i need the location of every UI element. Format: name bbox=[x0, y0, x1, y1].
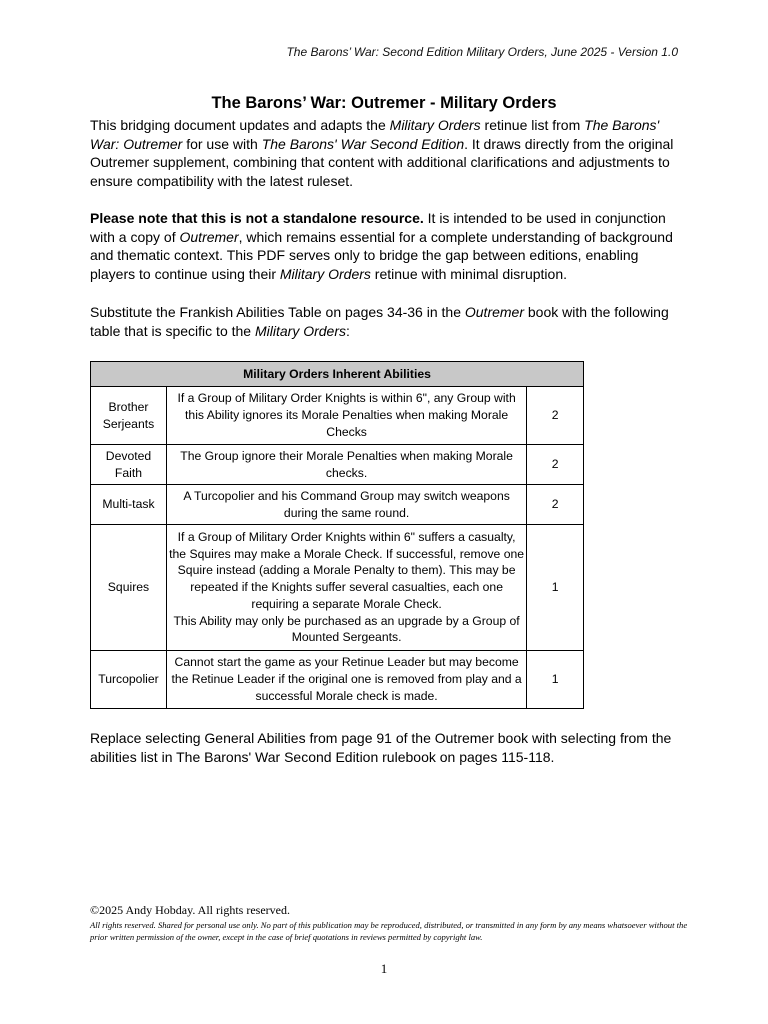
ability-description: If a Group of Military Order Knights is within 6", any Group with this Ability ignores its Morale Penalties when making Morale Checks bbox=[166, 387, 526, 445]
ability-cost: 2 bbox=[527, 387, 584, 445]
intro-text-4: . It draws directly from the original Outremer supplement, combining that content with additional clarifications and adjustments to ensure compatibility with the latest ruleset. bbox=[90, 135, 674, 189]
substitute-text-3: : bbox=[346, 322, 350, 339]
ability-description: The Group ignore their Morale Penalties when making Morale checks. bbox=[166, 445, 526, 485]
copyright-line: ©2025 Andy Hobday. All rights reserved. bbox=[90, 903, 290, 917]
intro-text-3: for use with bbox=[182, 135, 262, 152]
intro-paragraph bbox=[90, 116, 680, 190]
ability-description: A Turcopolier and his Command Group may switch weapons during the same round. bbox=[166, 485, 526, 525]
note-italic-1: Outremer bbox=[179, 228, 239, 245]
intro-italic-1: Military Orders bbox=[389, 117, 481, 133]
ability-description bbox=[166, 525, 526, 651]
table-row bbox=[91, 445, 584, 485]
ability-name: Devoted Faith bbox=[91, 445, 167, 485]
ability-description: Cannot start the game as your Retinue Leader but may become the Retinue Leader if the original one is removed from play and a successful Morale check is made. bbox=[166, 651, 526, 709]
ability-name: Squires bbox=[91, 525, 167, 651]
substitute-italic-1: Outremer bbox=[464, 304, 524, 320]
ability-cost: 1 bbox=[527, 525, 584, 651]
substitute-paragraph bbox=[90, 303, 680, 340]
ability-description-upgrade: This Ability may only be purchased as an upgrade by a Group of Mounted Sergeants. bbox=[173, 613, 520, 645]
ability-cost: 2 bbox=[527, 485, 584, 525]
note-text-3: retinue with minimal disruption. bbox=[370, 265, 567, 282]
intro-text-1: This bridging document updates and adapts the bbox=[90, 117, 390, 133]
note-bold: Please note that this is not a standalone resource. bbox=[90, 210, 424, 226]
abilities-table bbox=[90, 361, 584, 709]
substitute-text-1: Substitute the Frankish Abilities Table on pages 34-36 in the bbox=[90, 304, 465, 320]
table-header: Military Orders Inherent Abilities bbox=[91, 362, 584, 387]
substitute-text-2: book with the following table that is specific to the bbox=[90, 304, 669, 339]
table-row bbox=[91, 525, 584, 651]
note-italic-2: Military Orders bbox=[279, 265, 371, 282]
table-row bbox=[91, 485, 584, 525]
table-row bbox=[91, 387, 584, 445]
note-text-2: , which remains essential for a complete understanding of background and thematic context. This PDF serves only to bridge the gap between editions, enabling players to continue using their bbox=[90, 228, 673, 282]
ability-description-main: If a Group of Military Order Knights within 6" suffers a casualty, the Squires may make a Morale Check. If successful, remove one Squire instead (adding a Morale Penalty to them). This may be repeated if the Knights suffer several casualties, each one requiring a separate Morale Check. bbox=[169, 529, 525, 611]
page-number: 1 bbox=[380, 961, 388, 976]
ability-cost: 1 bbox=[527, 651, 584, 709]
ability-name: Turcopolier bbox=[91, 651, 167, 709]
note-text-1: It is intended to be used in conjunction with a copy of bbox=[90, 210, 666, 245]
intro-text-2: retinue list from bbox=[480, 117, 585, 133]
intro-italic-2: The Barons' War: Outremer bbox=[90, 117, 660, 152]
replace-paragraph: Replace selecting General Abilities from page 91 of the Outremer book with selecting from the abilities list in The Barons' War Second Edition rulebook on pages 115-118. bbox=[90, 730, 672, 765]
page-title: The Barons’ War: Outremer - Military Orders bbox=[211, 94, 557, 112]
intro-italic-3: The Barons' War Second Edition bbox=[261, 135, 465, 152]
rights-notice: All rights reserved. Shared for personal use only. No part of this publication may be reproduced, distributed, or transmitted in any form by any means whatsoever without the prior written permission of the owner, except in the case of brief quotations in reviews permitted by copyright law. bbox=[90, 920, 688, 942]
running-header: The Barons’ War: Second Edition Military Orders, June 2025 - Version 1.0 bbox=[286, 45, 678, 59]
substitute-italic-2: Military Orders bbox=[254, 322, 346, 339]
ability-name: Brother Serjeants bbox=[91, 387, 167, 445]
table-header-row bbox=[91, 362, 584, 387]
ability-cost: 2 bbox=[527, 445, 584, 485]
table-row bbox=[91, 651, 584, 709]
ability-name: Multi-task bbox=[91, 485, 167, 525]
footer bbox=[90, 903, 690, 943]
note-paragraph bbox=[90, 209, 680, 283]
